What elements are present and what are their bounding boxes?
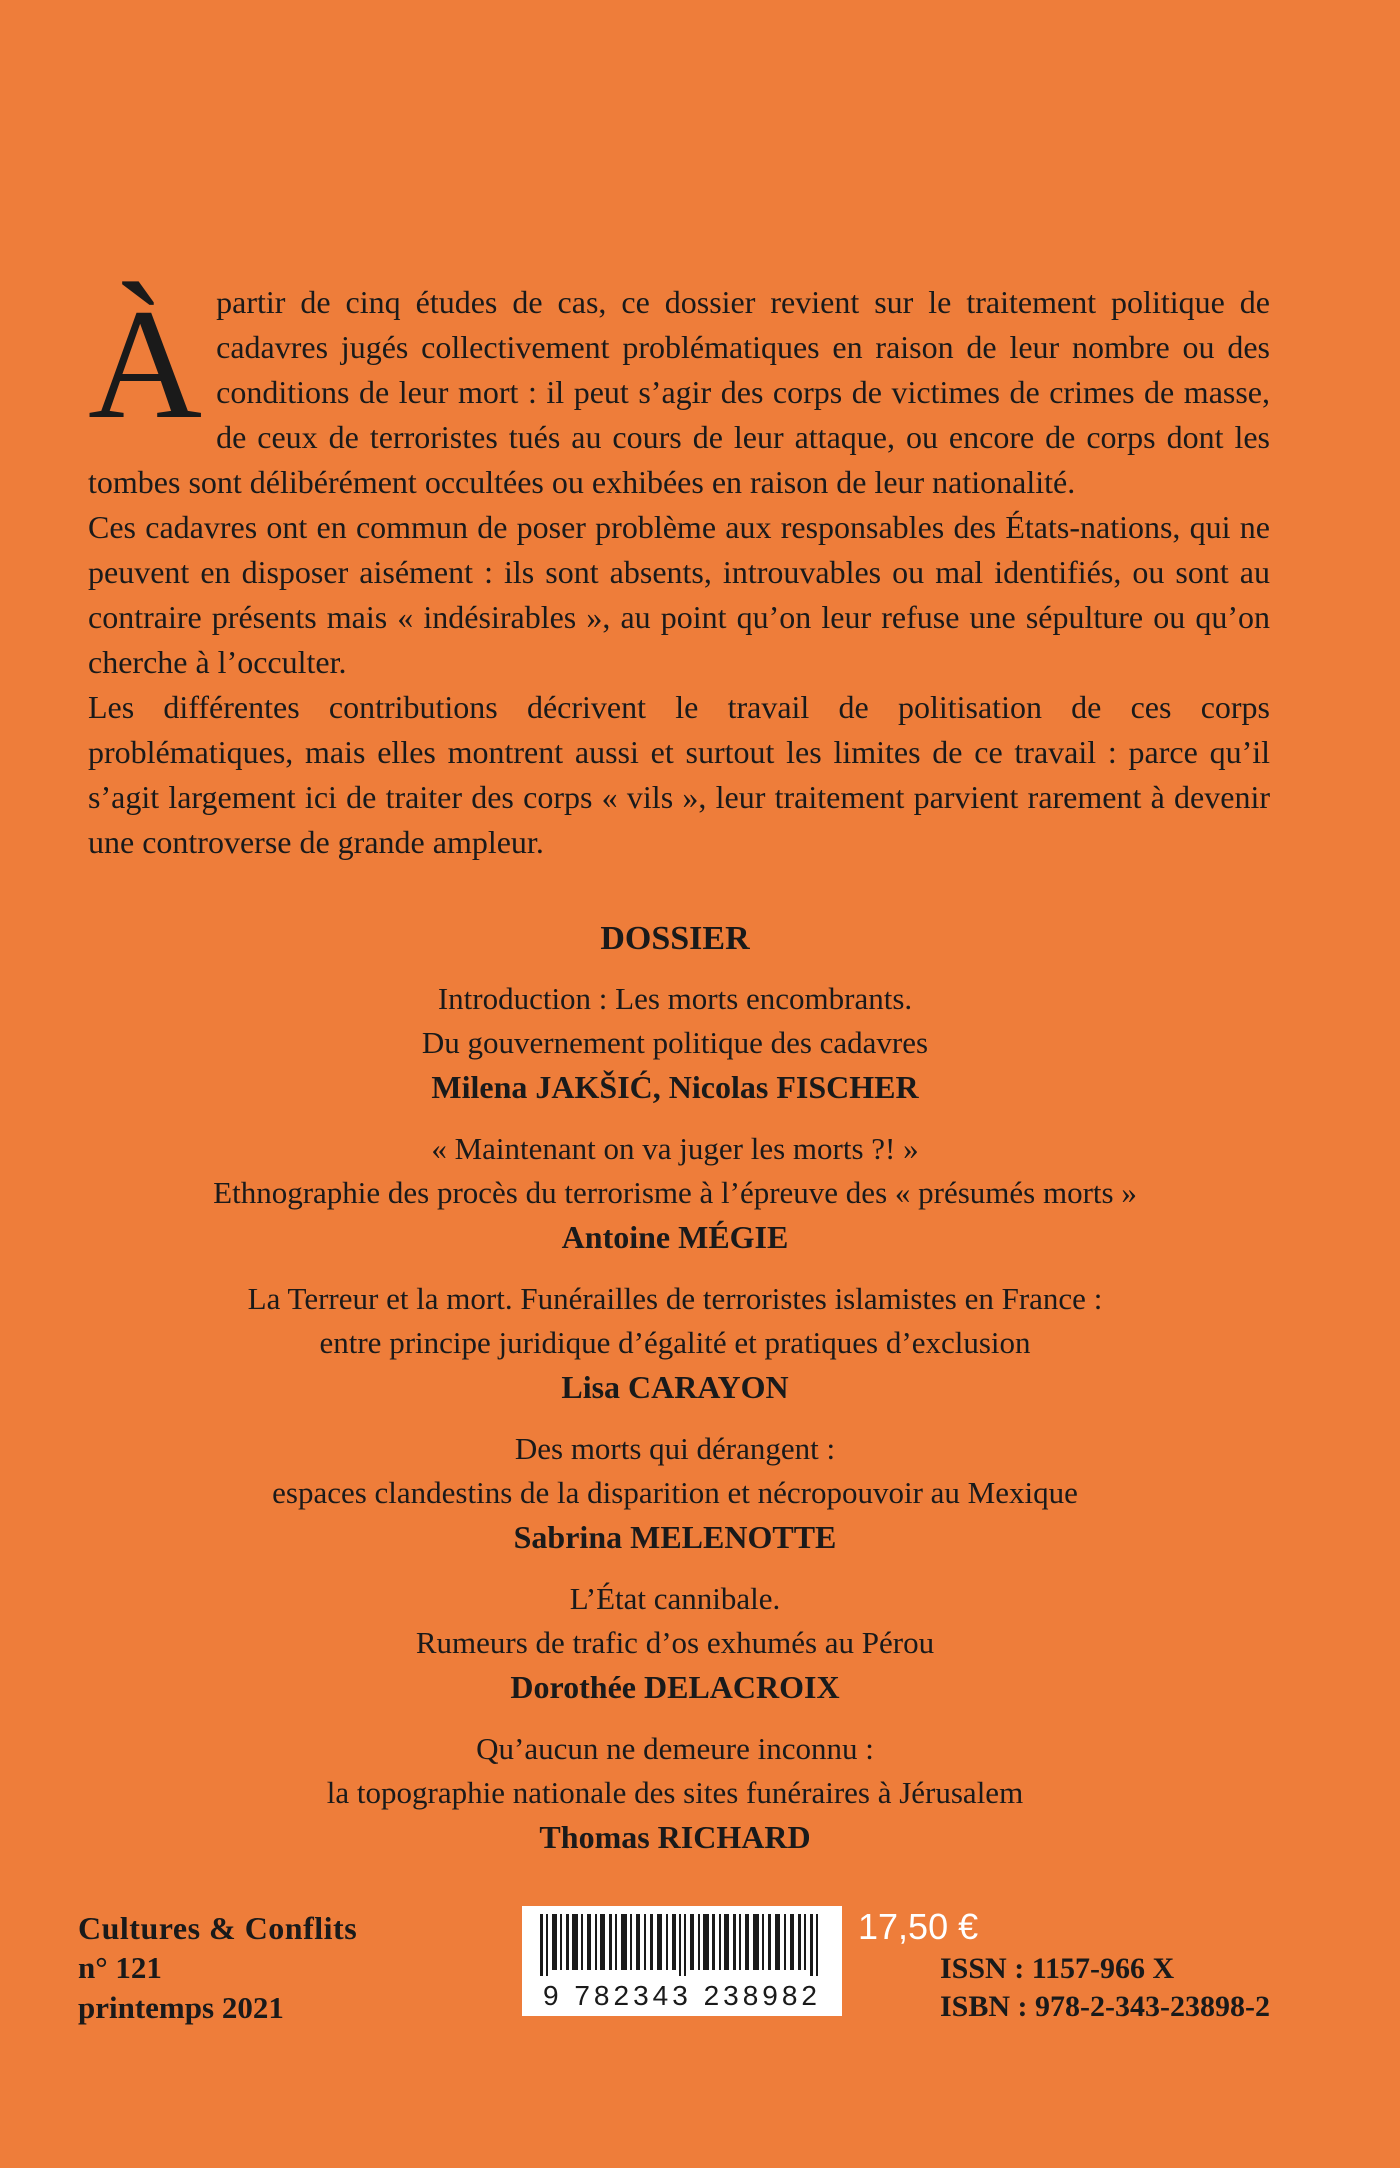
article-item — [0, 1127, 1350, 1259]
article-title-line-2: Ethnographie des procès du terrorisme à l’épreuve des « présumés morts » — [213, 1175, 1137, 1210]
barcode — [522, 1906, 842, 2016]
isbn: ISBN : 978-2-343-23898-2 — [940, 1990, 1270, 2023]
article-item — [0, 1577, 1350, 1709]
drop-cap: À — [88, 277, 203, 452]
article-title-line-2: Du gouvernement politique des cadavres — [421, 1025, 929, 1060]
article-author: Antoine MÉGIE — [561, 1219, 789, 1255]
article-title-line-1: La Terreur et la mort. Funérailles de terroristes islamistes en France : — [247, 1281, 1103, 1316]
identifier-codes — [940, 1950, 1270, 2026]
article-item — [0, 1427, 1350, 1559]
article-author: Milena JAKŠIĆ, Nicolas FISCHER — [431, 1069, 919, 1105]
article-title-line-2: Rumeurs de trafic d’os exhumés au Pérou — [415, 1625, 935, 1660]
journal-name: Cultures & Conflits — [78, 1910, 358, 1946]
abstract-paragraph-1 — [88, 277, 1270, 505]
article-title-line-2: la topographie nationale des sites funéraires à Jérusalem — [326, 1775, 1024, 1810]
article-item — [0, 977, 1350, 1109]
article-title-line-1: Des morts qui dérangent : — [514, 1431, 836, 1466]
price: 17,50 € — [858, 1906, 979, 1947]
article-title-line-2: espaces clandestins de la disparition et nécropouvoir au Mexique — [272, 1475, 1078, 1510]
barcode-digits: 9 782343 238982 — [543, 1980, 821, 2011]
article-item — [0, 1727, 1350, 1859]
article-title-line-1: « Maintenant on va juger les morts ?! » — [431, 1131, 919, 1166]
journal-season: printemps 2021 — [78, 1990, 284, 2025]
article-author: Lisa CARAYON — [561, 1369, 789, 1405]
journal-info — [78, 1908, 357, 2028]
barcode-bars-icon — [534, 1914, 830, 1976]
article-title-line-1: Qu’aucun ne demeure inconnu : — [476, 1731, 874, 1766]
article-title-line-2: entre principe juridique d’égalité et pratiques d’exclusion — [319, 1325, 1031, 1360]
article-item — [0, 1277, 1350, 1409]
abstract — [88, 277, 1270, 865]
article-author: Dorothée DELACROIX — [510, 1669, 840, 1705]
journal-issue: n° 121 — [78, 1950, 162, 1985]
abstract-paragraph-3: Les différentes contributions décrivent le travail de politisation de ces corps problématiques, mais elles montrent aussi et surtout les limites de ce travail : parce qu’il s’agit largement ici de traiter des corps « vils », leur traitement parvient rarement à devenir une controverse de grande ampleur. — [88, 689, 1270, 860]
abstract-paragraph-2: Ces cadavres ont en commun de poser problème aux responsables des États-nations, qui ne peuvent en disposer aisément : ils sont absents, introuvables ou mal identifiés, ou sont au contraire présents mais « indésirables », au point qu’on leur refuse une sépulture ou qu’on cherche à l’occulter. — [88, 509, 1270, 680]
dossier-heading: DOSSIER — [600, 920, 750, 957]
article-author: Sabrina MELENOTTE — [513, 1519, 837, 1555]
abstract-text-1: partir de cinq études de cas, ce dossier revient sur le traitement politique de cadavres jugés collectivement problématiques en raison de leur nombre ou des conditions de leur mort : il peut s’agir des corps de victimes de crimes de masse, de ceux de terroristes tués au cours de leur attaque, ou encore de corps dont les tombes sont délibérément occultées ou exhibées en raison de leur nationalité. — [88, 284, 1270, 500]
issn: ISSN : 1157-966 X — [940, 1952, 1175, 1985]
article-title-line-1: Introduction : Les morts encombrants. — [437, 981, 913, 1016]
article-title-line-1: L’État cannibale. — [569, 1581, 781, 1616]
article-author: Thomas RICHARD — [539, 1819, 811, 1855]
dossier-section — [0, 915, 1350, 1877]
